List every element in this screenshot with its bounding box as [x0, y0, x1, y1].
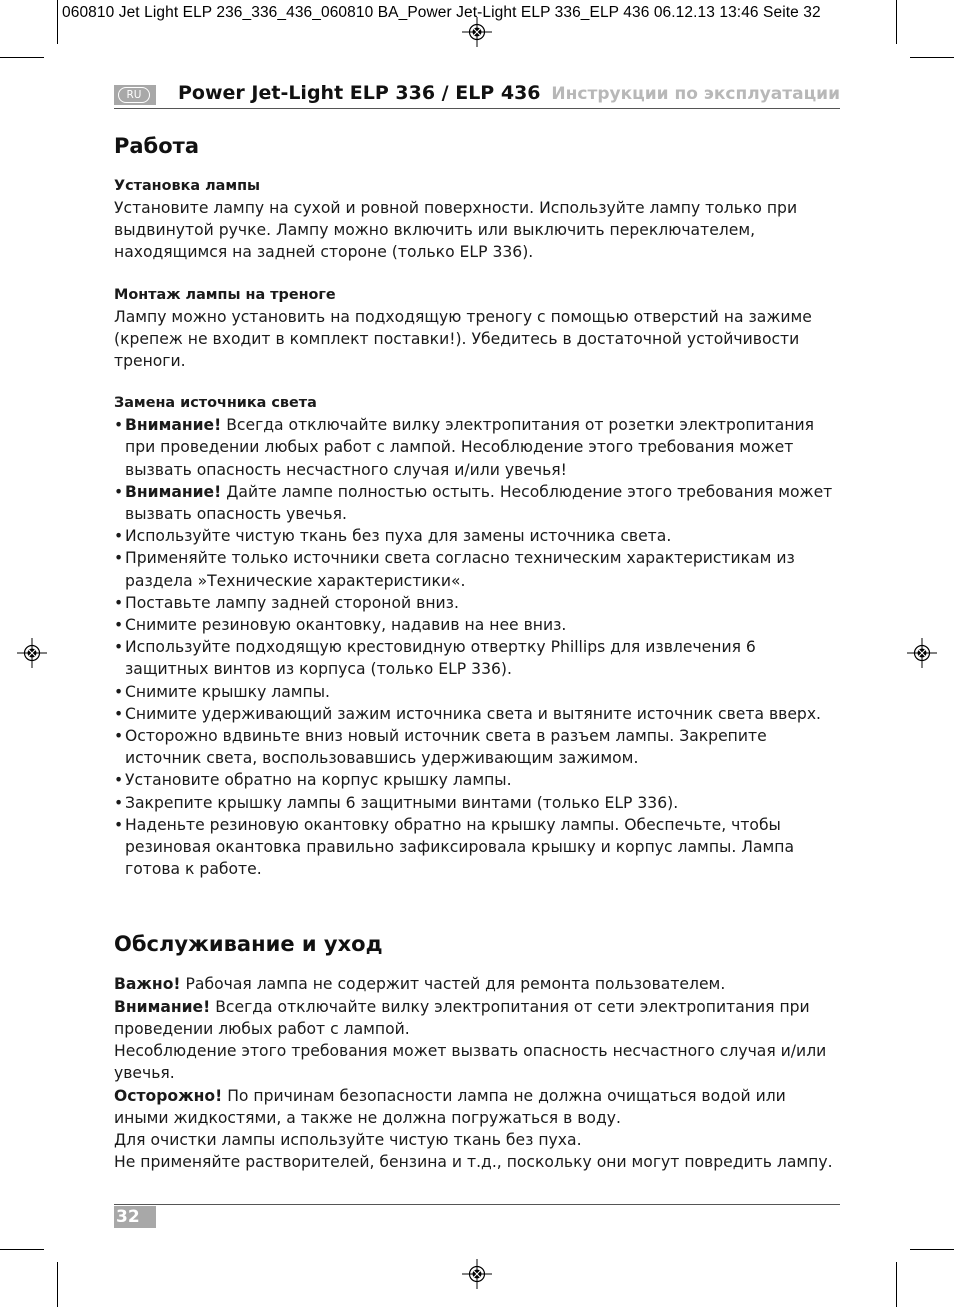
list-item: • Применяйте только источники света согласно техническим характеристикам из раздела »Технические характеристики«.: [114, 547, 844, 591]
subheading-replace-light: Замена источника света: [114, 395, 317, 412]
list-item: • Наденьте резиновую окантовку обратно на крышку лампы. Обеспечьте, чтобы резиновая окантовка правильно зафиксировала крышку и корпус лампы. Лампа готова к работе.: [114, 814, 844, 881]
crop-mark: [896, 0, 897, 44]
paragraph-caution: Осторожно! По причинам безопасности лампа не должна очищаться водой или иными жидкостями, а также не должна погружаться в воду.: [114, 1086, 786, 1127]
list-item: • Внимание! Всегда отключайте вилку электропитания от розетки электропитания при проведении любых работ с лампой. Несоблюдение этого требования может вызвать опасность несчастного случая и/или увечья!: [114, 414, 844, 481]
crop-mark: [57, 0, 58, 44]
subheading-setup: Установка лампы: [114, 178, 261, 194]
crop-mark: [0, 1249, 44, 1250]
paragraph-warning-consequence: Несоблюдение этого требования может вызвать опасность несчастного случая и/или увечья.: [114, 1042, 827, 1083]
registration-mark-icon: [907, 638, 937, 668]
language-code: RU: [118, 87, 150, 103]
list-item: • Установите обратно на корпус крышку лампы.: [114, 769, 844, 791]
list-item: • Поставьте лампу задней стороной вниз.: [114, 592, 844, 614]
paragraph-warning: Внимание! Всегда отключайте вилку электропитания от сети электропитания при проведении любых работ с лампой.: [114, 997, 810, 1038]
registration-mark-icon: [462, 17, 492, 47]
crop-mark: [57, 1262, 58, 1307]
list-item: • Используйте чистую ткань без пуха для замены источника света.: [114, 525, 844, 547]
footer-rule: [114, 1204, 840, 1205]
heading-operation: Работа: [114, 134, 199, 158]
print-slug: 060810 Jet Light ELP 236_336_436_060810 BA_Power Jet-Light ELP 336_ELP 436 06.12.13 13:46 Seite 32: [62, 4, 821, 21]
subheading-tripod: Монтаж лампы на треноге: [114, 286, 336, 303]
crop-mark: [896, 1262, 897, 1307]
paragraph-important: Важно! Рабочая лампа не содержит частей для ремонта пользователем.: [114, 975, 726, 994]
registration-mark-icon: [17, 638, 47, 668]
page-content: [114, 132, 844, 1173]
paragraph-solvents: Не применяйте растворителей, бензина и т.д., поскольку они могут повредить лампу.: [114, 1153, 833, 1172]
header-rule: [114, 108, 840, 109]
list-item: • Используйте подходящую крестовидную отвертку Phillips для извлечения 6 защитных винтов из корпуса (только ELP 336).: [114, 636, 844, 680]
paragraph-tripod: Лампу можно установить на подходящую треногу с помощью отверстий на зажиме (крепеж не входит в комплект поставки!). Убедитесь в достаточной устойчивости треноги.: [114, 307, 812, 371]
list-item: • Внимание! Дайте лампе полностью остыть. Несоблюдение этого требования может вызвать опасность увечья.: [114, 481, 844, 525]
list-item: • Осторожно вдвиньте вниз новый источник света в разъем лампы. Закрепите источник света, воспользовавшись удерживающим зажимом.: [114, 725, 844, 769]
list-item: • Снимите удерживающий зажим источника света и вытяните источник света вверх.: [114, 703, 844, 725]
paragraph-cleaning: Для очистки лампы используйте чистую ткань без пуха.: [114, 1130, 582, 1149]
list-item: • Снимите крышку лампы.: [114, 681, 844, 703]
list-item: • Снимите резиновую окантовку, надавив на нее вниз.: [114, 614, 844, 636]
paragraph-setup: Установите лампу на сухой и ровной поверхности. Используйте лампу только при выдвинутой ручке. Лампу можно включить или выключить переключателем, находящимся на задней стороне (только ELP 336).: [114, 199, 798, 262]
heading-maintenance: Обслуживание и уход: [114, 932, 383, 957]
language-badge: [114, 85, 156, 105]
replace-steps-list: [114, 414, 844, 880]
list-item: • Закрепите крышку лампы 6 защитными винтами (только ELP 336).: [114, 792, 844, 814]
product-title: Power Jet-Light ELP 336 / ELP 436: [178, 82, 541, 104]
page-number: 32: [114, 1206, 156, 1228]
crop-mark: [0, 57, 44, 58]
crop-mark: [910, 57, 954, 58]
registration-mark-icon: [462, 1259, 492, 1289]
crop-mark: [910, 1249, 954, 1250]
section-label: Инструкции по эксплуатации: [551, 84, 840, 104]
